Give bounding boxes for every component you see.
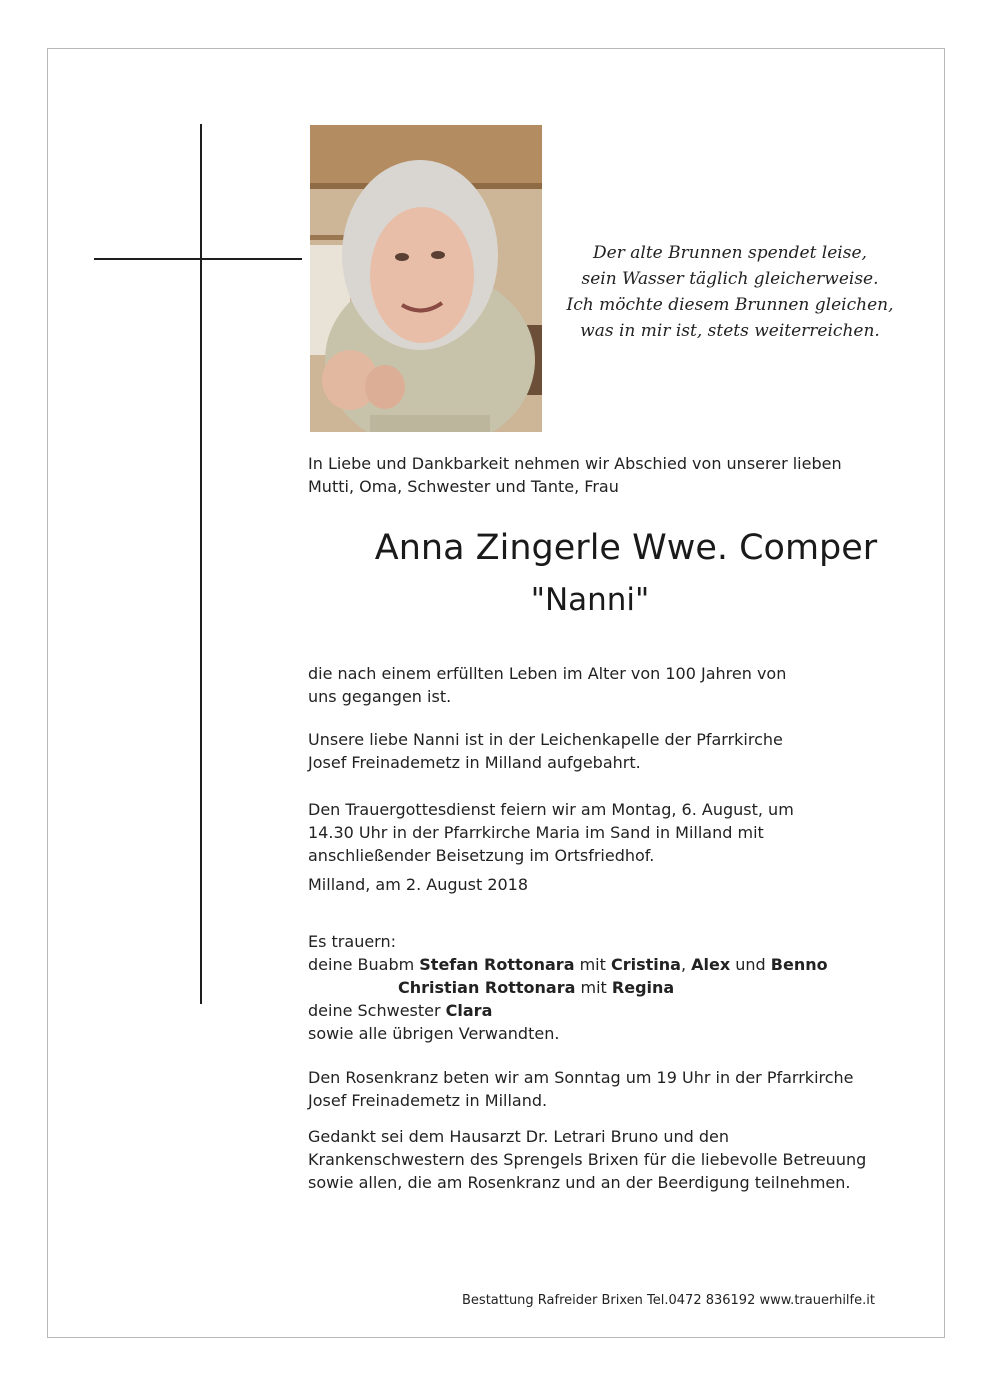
mourners-text: mit xyxy=(574,955,611,974)
mourner-name: Stefan Rottonara xyxy=(419,955,575,974)
mourners-row-sister xyxy=(308,999,908,1022)
funeral-home-footer: Bestattung Rafreider Brixen Tel.0472 836192 www.trauerhilfe.it xyxy=(462,1293,875,1308)
deceased-nickname: "Nanni" xyxy=(530,582,650,618)
body-line: Den Trauergottesdienst feiern wir am Montag, 6. August, um xyxy=(308,800,794,819)
intro-line: Mutti, Oma, Schwester und Tante, Frau xyxy=(308,477,619,496)
mourner-name: Christian Rottonara xyxy=(398,978,576,997)
memorial-poem xyxy=(560,240,900,344)
body-line: Josef Freinademetz in Milland. xyxy=(308,1091,548,1110)
life-paragraph xyxy=(308,662,908,708)
cross-vertical-beam xyxy=(200,124,202,1004)
mourners-row-relatives: sowie alle übrigen Verwandten. xyxy=(308,1024,560,1043)
mourners-text: deine Buabm xyxy=(308,955,420,974)
mourner-name: Cristina xyxy=(610,955,681,974)
mourner-name: Clara xyxy=(445,1001,493,1020)
body-line: anschließender Beisetzung im Ortsfriedhof. xyxy=(308,846,655,865)
body-line: Gedankt sei dem Hausarzt Dr. Letrari Bruno und den xyxy=(308,1127,730,1146)
mourner-name: Benno xyxy=(770,955,828,974)
mourners-text: , xyxy=(680,955,692,974)
mourners-list xyxy=(308,930,908,1045)
rosary-paragraph xyxy=(308,1066,908,1112)
mourners-text: deine Schwester xyxy=(308,1001,446,1020)
poem-line: Der alte Brunnen spendet leise, xyxy=(593,243,867,263)
body-line: die nach einem erfüllten Leben im Alter von 100 Jahren von xyxy=(308,664,787,683)
body-line: Josef Freinademetz in Milland aufgebahrt. xyxy=(308,753,641,772)
mourner-name: Alex xyxy=(691,955,731,974)
funeral-service-paragraph xyxy=(308,798,908,867)
mourners-text: und xyxy=(730,955,771,974)
cross-horizontal-beam xyxy=(94,258,302,260)
mourners-text: mit xyxy=(575,978,612,997)
deceased-name: Anna Zingerle Wwe. Comper xyxy=(374,528,878,568)
body-line: Krankenschwestern des Sprengels Brixen für die liebevolle Betreuung xyxy=(308,1150,867,1169)
thanks-paragraph xyxy=(308,1125,908,1194)
mourners-heading: Es trauern: xyxy=(308,932,396,951)
place-date: Milland, am 2. August 2018 xyxy=(308,875,529,894)
poem-line: Ich möchte diesem Brunnen gleichen, xyxy=(566,295,894,315)
body-line: 14.30 Uhr in der Pfarrkirche Maria im Sand in Milland mit xyxy=(308,823,764,842)
body-line: sowie allen, die am Rosenkranz und an der Beerdigung teilnehmen. xyxy=(308,1173,851,1192)
body-line: Den Rosenkranz beten wir am Sonntag um 19 Uhr in der Pfarrkirche xyxy=(308,1068,854,1087)
laid-out-paragraph xyxy=(308,728,908,774)
poem-line: sein Wasser täglich gleicherweise. xyxy=(581,269,879,289)
mourners-row-second-son xyxy=(308,976,908,999)
portrait-photo xyxy=(310,125,542,432)
poem-line: was in mir ist, stets weiterreichen. xyxy=(580,321,880,341)
body-line: Unsere liebe Nanni ist in der Leichenkapelle der Pfarrkirche xyxy=(308,730,783,749)
intro-line: In Liebe und Dankbarkeit nehmen wir Abschied von unserer lieben xyxy=(308,454,842,473)
mourner-name: Regina xyxy=(611,978,675,997)
intro-text xyxy=(308,452,908,498)
body-line: uns gegangen ist. xyxy=(308,687,452,706)
mourners-row-sons xyxy=(308,953,908,976)
